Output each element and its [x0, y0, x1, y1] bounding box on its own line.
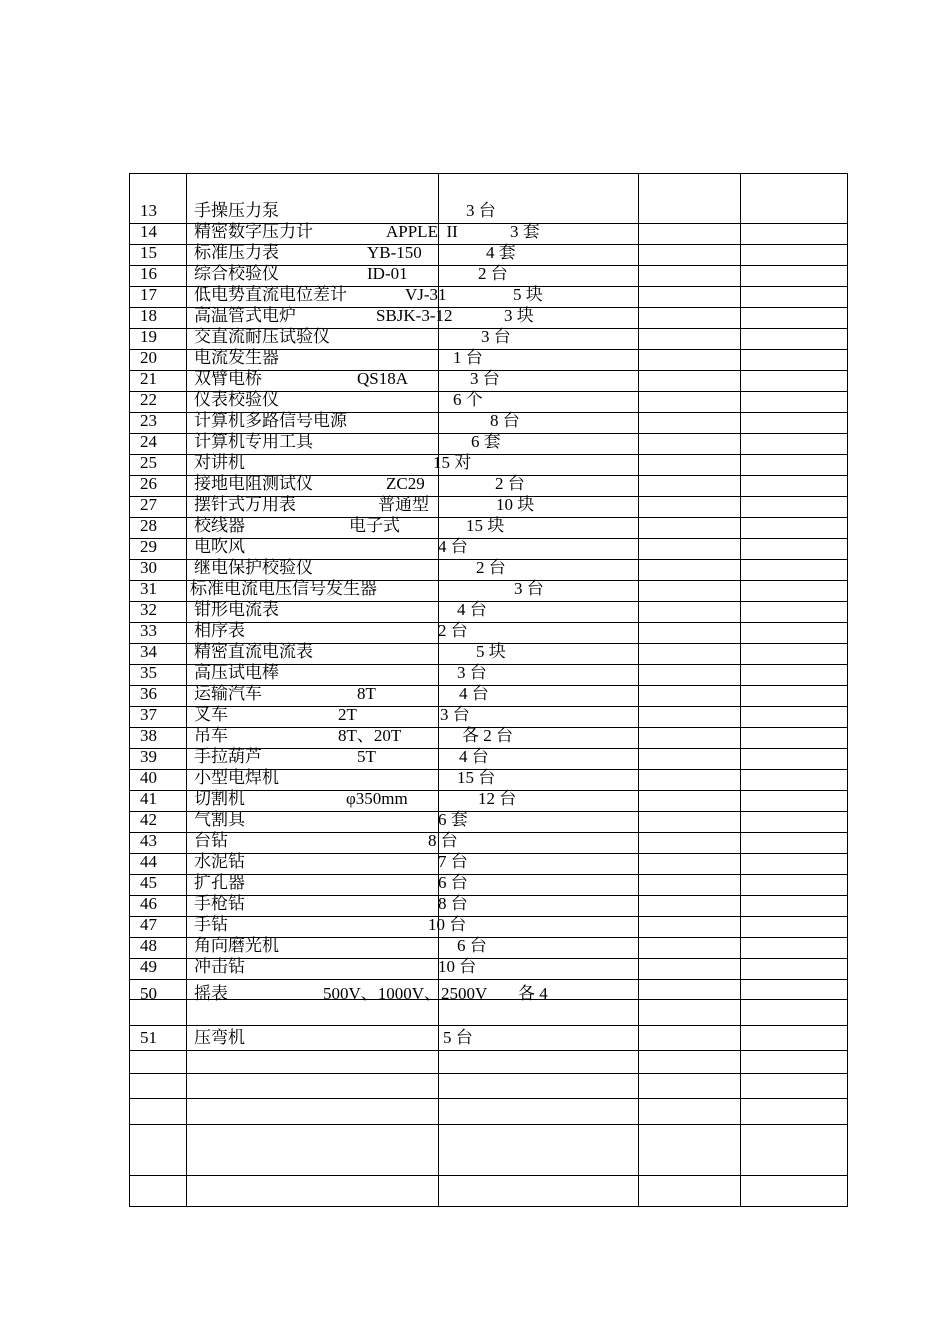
row-number: 45	[140, 873, 157, 892]
row-number: 23	[140, 411, 157, 430]
row-number: 25	[140, 453, 157, 472]
equipment-model: 普通型	[378, 495, 429, 514]
row-number: 48	[140, 936, 157, 955]
equipment-name: 压弯机	[194, 1028, 245, 1047]
equipment-quantity: 5 块	[476, 642, 506, 661]
equipment-name: 水泥钻	[194, 852, 245, 871]
row-number: 24	[140, 432, 157, 451]
row-number: 34	[140, 642, 157, 661]
row-number: 33	[140, 621, 157, 640]
equipment-name: 扩孔器	[194, 873, 245, 892]
row-number: 39	[140, 747, 157, 766]
equipment-model: φ350mm	[346, 789, 408, 808]
equipment-quantity: 2 台	[476, 558, 506, 577]
row-rule	[129, 832, 848, 833]
equipment-quantity: 7 台	[438, 852, 468, 871]
equipment-model: 500V、1000V、2500V	[323, 984, 488, 1003]
row-rule	[129, 979, 848, 980]
equipment-quantity: 12 台	[478, 789, 517, 808]
equipment-model: 8T	[357, 684, 376, 703]
equipment-quantity: 8 台	[490, 411, 520, 430]
row-number: 35	[140, 663, 157, 682]
row-number: 50	[140, 984, 157, 1003]
equipment-quantity: 3 台	[466, 201, 496, 220]
row-number: 13	[140, 201, 157, 220]
equipment-name: 精密直流电流表	[194, 642, 313, 661]
equipment-name: 低电势直流电位差计	[194, 285, 347, 304]
equipment-name: 切割机	[194, 789, 245, 808]
equipment-quantity: 15 台	[457, 768, 496, 787]
equipment-name: 冲击钻	[194, 957, 245, 976]
equipment-quantity: 3 台	[481, 327, 511, 346]
equipment-name: 双臂电桥	[194, 369, 262, 388]
equipment-name: 手钻	[194, 915, 228, 934]
row-number: 38	[140, 726, 157, 745]
equipment-name: 计算机多路信号电源	[194, 411, 347, 430]
equipment-quantity: 5 台	[443, 1028, 473, 1047]
equipment-quantity: 8 台	[428, 831, 458, 850]
equipment-name: 接地电阻测试仪	[194, 474, 313, 493]
equipment-quantity: 6 个	[453, 390, 483, 409]
equipment-quantity: 5 块	[513, 285, 543, 304]
equipment-name: 摇表	[194, 984, 228, 1003]
row-number: 22	[140, 390, 157, 409]
row-rule	[129, 1073, 848, 1074]
equipment-model: QS18A	[357, 369, 409, 388]
equipment-quantity: 4 台	[438, 537, 468, 556]
equipment-quantity: 2 台	[478, 264, 508, 283]
equipment-quantity: 4 台	[459, 747, 489, 766]
equipment-quantity: 15 块	[466, 516, 505, 535]
equipment-quantity: 10 块	[496, 495, 535, 514]
equipment-quantity: 15 对	[433, 453, 472, 472]
equipment-quantity: 3 套	[510, 222, 540, 241]
row-number: 14	[140, 222, 157, 241]
equipment-model: 2T	[338, 705, 357, 724]
equipment-name: 角向磨光机	[194, 936, 279, 955]
equipment-name: 手操压力泵	[194, 201, 279, 220]
row-number: 40	[140, 768, 157, 787]
equipment-quantity: 6 套	[438, 810, 468, 829]
row-number: 51	[140, 1028, 157, 1047]
equipment-name: 继电保护校验仪	[194, 558, 313, 577]
equipment-model: SBJK-3-12	[376, 306, 453, 325]
row-rule	[129, 706, 848, 707]
equipment-name: 精密数字压力计	[194, 222, 313, 241]
row-rule	[129, 1098, 848, 1099]
row-number: 21	[140, 369, 157, 388]
row-number: 46	[140, 894, 157, 913]
equipment-quantity: 3 块	[504, 306, 534, 325]
equipment-quantity: 各 2 台	[462, 726, 513, 745]
equipment-quantity: 6 套	[471, 432, 501, 451]
equipment-name: 手枪钻	[194, 894, 245, 913]
row-number: 43	[140, 831, 157, 850]
equipment-quantity: 2 台	[438, 621, 468, 640]
row-number: 17	[140, 285, 157, 304]
row-number: 30	[140, 558, 157, 577]
equipment-model: ZC29	[386, 474, 425, 493]
row-rule	[129, 1025, 848, 1026]
row-number: 15	[140, 243, 157, 262]
equipment-model: YB-150	[367, 243, 422, 262]
equipment-name: 标准电流电压信号发生器	[190, 579, 377, 598]
equipment-name: 手拉葫芦	[194, 747, 262, 766]
row-rule	[129, 1050, 848, 1051]
equipment-quantity: 4 台	[457, 600, 487, 619]
row-number: 27	[140, 495, 157, 514]
equipment-name: 高温管式电炉	[194, 306, 296, 325]
row-rule	[129, 999, 848, 1000]
row-rule	[129, 1124, 848, 1125]
equipment-name: 标准压力表	[194, 243, 279, 262]
row-number: 36	[140, 684, 157, 703]
equipment-name: 相序表	[194, 621, 245, 640]
row-number: 41	[140, 789, 157, 808]
equipment-quantity: 3 台	[440, 705, 470, 724]
equipment-quantity: 6 台	[438, 873, 468, 892]
row-number: 20	[140, 348, 157, 367]
row-number: 44	[140, 852, 157, 871]
row-rule	[129, 1175, 848, 1176]
equipment-quantity: 3 台	[470, 369, 500, 388]
equipment-name: 气割具	[194, 810, 245, 829]
equipment-name: 仪表校验仪	[194, 390, 279, 409]
equipment-name: 计算机专用工具	[194, 432, 313, 451]
row-number: 16	[140, 264, 157, 283]
equipment-name: 综合校验仪	[194, 264, 279, 283]
equipment-name: 对讲机	[194, 453, 245, 472]
row-number: 31	[140, 579, 157, 598]
equipment-name: 摆针式万用表	[194, 495, 296, 514]
equipment-model: 电子式	[349, 516, 400, 535]
equipment-quantity: 各 4	[518, 984, 548, 1003]
row-number: 28	[140, 516, 157, 535]
row-number: 19	[140, 327, 157, 346]
equipment-quantity: 4 台	[459, 684, 489, 703]
row-number: 26	[140, 474, 157, 493]
equipment-name: 运输汽车	[194, 684, 262, 703]
row-number: 42	[140, 810, 157, 829]
equipment-name: 小型电焊机	[194, 768, 279, 787]
equipment-quantity: 2 台	[495, 474, 525, 493]
equipment-quantity: 10 台	[428, 915, 467, 934]
equipment-model: 5T	[357, 747, 376, 766]
row-number: 29	[140, 537, 157, 556]
equipment-model: VJ-31	[405, 285, 447, 304]
equipment-name: 高压试电棒	[194, 663, 279, 682]
row-number: 49	[140, 957, 157, 976]
equipment-quantity: 1 台	[453, 348, 483, 367]
row-number: 47	[140, 915, 157, 934]
row-rule	[129, 916, 848, 917]
row-number: 37	[140, 705, 157, 724]
equipment-quantity: 3 台	[457, 663, 487, 682]
equipment-quantity: 4 套	[486, 243, 516, 262]
equipment-quantity: 3 台	[514, 579, 544, 598]
equipment-model: APPLE II	[386, 222, 458, 241]
equipment-quantity: 10 台	[438, 957, 477, 976]
equipment-name: 电流发生器	[194, 348, 279, 367]
equipment-name: 钳形电流表	[194, 600, 279, 619]
equipment-name: 台钻	[194, 831, 228, 850]
equipment-quantity: 8 台	[438, 894, 468, 913]
equipment-name: 吊车	[194, 726, 228, 745]
row-number: 18	[140, 306, 157, 325]
equipment-name: 交直流耐压试验仪	[194, 327, 330, 346]
equipment-name: 叉车	[194, 705, 228, 724]
equipment-name: 电吹风	[194, 537, 245, 556]
equipment-model: ID-01	[367, 264, 408, 283]
row-number: 32	[140, 600, 157, 619]
equipment-name: 校线器	[194, 516, 245, 535]
equipment-quantity: 6 台	[457, 936, 487, 955]
equipment-model: 8T、20T	[338, 726, 402, 745]
